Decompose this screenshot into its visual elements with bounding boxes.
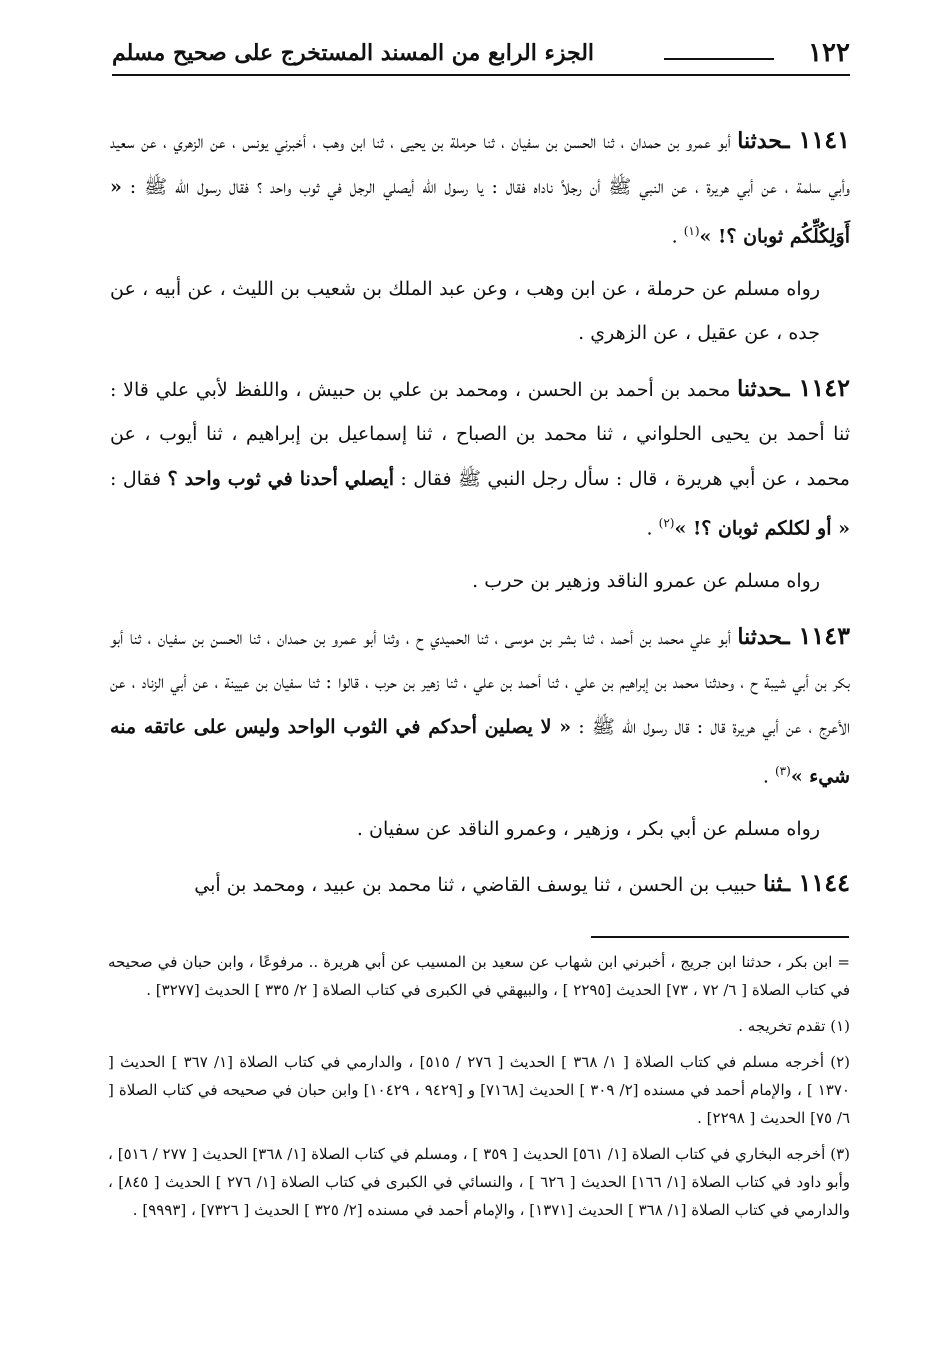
footnote-2: (٢) أخرجه مسلم في كتاب الصلاة [ ١/ ٣٦٨ ] الحديث [ ٢٧٦ / ٥١٥] ، والدارمي في كتاب الصلاة [١/ ٣٦٧ ] الحديث [ ١٣٧٠ ] ، والإمام أحمد في مسنده [٢/ ٣٠٩ ] الحديث [٧١٦٨] و [٩٤٢٩ ، ١٠٤٢٩] وابن حبان في صحيحه في كتاب الصلاة [ ٦/ ٧٥] الحديث [ ٢٢٩٨] . (108, 1053, 851, 1127)
matn-text: « أو لكلكم ثوبان ؟! » (674, 517, 850, 540)
narration-keyword: ثنا (763, 871, 784, 898)
footnote-separator (591, 936, 849, 938)
hadith-1142 (110, 366, 850, 551)
narration-keyword: حدثنا (737, 128, 783, 154)
riwaya-1142: رواه مسلم عن عمرو الناقد وزهير بن حرب . (472, 570, 820, 593)
page-header (112, 34, 850, 76)
footnote-ref: (٢) (658, 516, 675, 531)
riwaya-1143: رواه مسلم عن أبي بكر ، وزهير ، وعمرو الناقد عن سفيان . (356, 817, 820, 840)
footnote-continuation: = ابن بكر ، حدثنا ابن جريج ، أخبرني ابن شهاب عن سعيد بن المسيب عن أبي هريرة .. مرفوعًا ، وابن حبان في صحيحه في كتاب الصلاة [ ٦/ ٧٢ ، ٧٣] الحديث [٢٢٩٥ ] ، والبيهقي في الكبرى في كتاب الصلاة [ ٢/ ٣٣٥ ] الحديث [٣٢٧٧] . (108, 953, 850, 999)
sentence-end: . (671, 225, 684, 248)
matn-text: « أَوَلِكُلِّكُم ثوبان ؟! » (110, 175, 850, 248)
footnotes (108, 948, 850, 1224)
isnad-text: محمد بن أحمد بن الحسن ، ومحمد بن علي بن حبيش ، واللفظ لأبي علي قالا : ثنا أحمد بن يحيى الحلواني ، ثنا محمد بن الصباح ، ثنا إسماعيل بن إبراهيم ، ثنا أيوب ، عن محمد ، عن أبي هريرة ، قال : سأل رجل النبي ﷺ فقال : (110, 378, 850, 490)
hadith-1144 (110, 861, 850, 908)
hadith-number: ١١٤٢ ـ (782, 372, 850, 402)
narration-keyword: حدثنا (737, 623, 783, 650)
isnad-text: أبو عمرو بن حمدان ، ثنا الحسن بن سفيان ، ثنا حرملة بن يحيى ، ثنا ابن وهب ، أخبرني يونس ، عن الزهري ، عن سعيد وأبي سلمة ، عن أبي هريرة ، عن النبي ﷺ أن رجلاً ناداه فقال : يا رسول الله أيصلي الرجل في ثوب واحد ؟ فقال رسول الله ﷺ : (110, 131, 850, 198)
page-number: ١٢٢ (808, 38, 850, 68)
hadith-number: ١١٤٣ ـ (782, 620, 850, 650)
footnote-1: (١) تقدم تخريجه . (738, 1017, 850, 1035)
sentence-end: . (646, 517, 659, 540)
main-text (110, 108, 850, 908)
hadith-1141 (110, 118, 850, 259)
isnad-text: فقال : (110, 467, 168, 490)
sentence-end: . (762, 765, 775, 788)
footnote-ref: (٣) (774, 764, 791, 779)
hadith-number: ١١٤١ ـ (782, 125, 851, 154)
question-text: أيصلي أحدنا في ثوب واحد ؟ (167, 467, 394, 490)
footnote-3: (٣) أخرجه البخاري في كتاب الصلاة [١/ ٥٦١] الحديث [ ٣٥٩ ] ، ومسلم في كتاب الصلاة [١/ ٣٦٨] الحديث [ ٢٧٧ / ٥١٦] ، وأبو داود في كتاب الصلاة [١/ ١٦٦] الحديث [ ٦٢٦ ] ، والنسائي في الكبرى في كتاب الصلاة [١/ ٢٧٦ ] الحديث [ ٨٤٥] ، والدارمي في كتاب الصلاة [١/ ٣٦٨ ] الحديث [١٣٧١] ، والإمام أحمد في مسنده [٢/ ٣٢٥ ] الحديث [ ٧٣٢٦] ، [٩٩٩٣] . (108, 1145, 850, 1219)
isnad-text: أبو علي محمد بن أحمد ، ثنا بشر بن موسى ، ثنا الحميدي ح ، وثنا أبو عمرو بن حمدان ، ثنا الحسن بن سفيان ، ثنا أبو بكر بن أبي شيبة ح ، وحدثنا محمد بن إبراهيم بن علي ، ثنا أحمد بن علي ، ثنا زهير بن حرب ، قالوا : ثنا سفيان بن عيينة ، عن أبي الزناد ، عن الأعرج ، عن أبي هريرة قال : قال رسول الله ﷺ : (110, 626, 850, 738)
header-rule (664, 58, 774, 60)
hadith-number: ١١٤٤ ـ (783, 868, 850, 898)
matn-text: « لا يصلين أحدكم في الثوب الواحد وليس على عاتقه منه شيء » (110, 715, 850, 788)
footnote-ref: (١) (683, 224, 700, 238)
page-title: الجزء الرابع من المسند المستخرج على صحيح مسلم (112, 40, 595, 66)
narration-keyword: حدثنا (737, 375, 783, 402)
isnad-text: حبيب بن الحسن ، ثنا يوسف القاضي ، ثنا محمد بن عبيد ، ومحمد بن أبي (194, 874, 764, 897)
riwaya-1141: رواه مسلم عن حرملة ، عن ابن وهب ، وعن عبد الملك بن شعيب بن الليث ، عن أبيه ، عن جده ، عن عقيل ، عن الزهري . (110, 277, 820, 345)
hadith-1143 (110, 614, 850, 799)
